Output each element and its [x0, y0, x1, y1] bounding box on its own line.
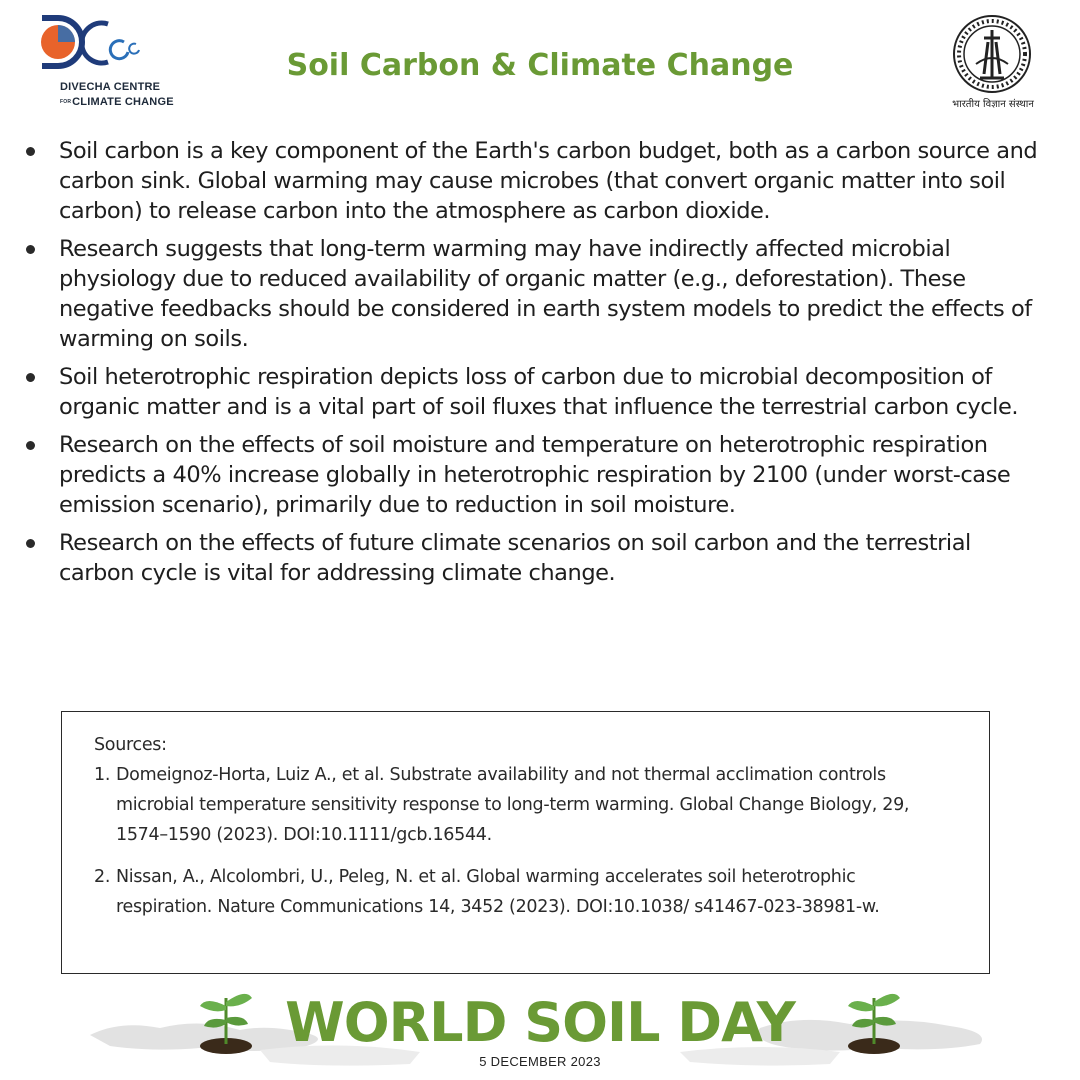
iisc-emblem — [940, 12, 1050, 117]
list-item-text: Research on the effects of soil moisture and temperature on heterotrophic respiration predicts a 40% increase globally in heterotrophic respiration by 2100 (under worst-case emission scenario), primarily due to reduction in soil moisture. — [59, 432, 1011, 518]
bullet-icon — [26, 441, 35, 450]
org-name-line1: DIVECHA CENTRE — [60, 81, 161, 93]
list-item-text: Soil heterotrophic respiration depicts loss of carbon due to microbial decomposition of organic matter and is a vital part of soil fluxes that influence the terrestrial carbon cycle. — [59, 364, 1019, 420]
key-points-list — [22, 136, 1052, 596]
list-item — [22, 362, 1052, 422]
source-text: Nissan, A., Alcolombri, U., Peleg, N. et al. Global warming accelerates soil heterotrophic respiration. Nature Communications 14, 3452 (2023). DOI:10.1038/ s41467-023-38981-w. — [116, 867, 880, 917]
bullet-icon — [26, 373, 35, 382]
org-name-climate: CLIMATE CHANGE — [72, 96, 174, 108]
bullet-icon — [26, 245, 35, 254]
source-number: 2. — [94, 867, 111, 887]
bullet-icon — [26, 539, 35, 548]
list-item-text: Research on the effects of future climate scenarios on soil carbon and the terrestrial carbon cycle is vital for addressing climate change. — [59, 530, 971, 586]
list-item — [22, 430, 1052, 520]
org-name-for: FOR — [60, 99, 72, 106]
source-item — [94, 862, 954, 922]
sources-label: Sources: — [94, 735, 167, 755]
sources-box — [61, 711, 990, 974]
footer-title: WORLD SOIL DAY — [285, 991, 795, 1054]
footer-date: 5 DECEMBER 2023 — [479, 1054, 601, 1069]
page-title: Soil Carbon & Climate Change — [286, 48, 794, 83]
list-item — [22, 528, 1052, 588]
list-item — [22, 136, 1052, 226]
org-name-line2 — [60, 96, 174, 108]
iisc-hindi-name: भारतीय विज्ञान संस्थान — [952, 99, 1034, 110]
source-item — [94, 760, 954, 850]
source-number: 1. — [94, 765, 111, 785]
iisc-emblem-mark — [940, 12, 1046, 96]
list-item — [22, 234, 1052, 354]
list-item-text: Research suggests that long-term warming may have indirectly affected microbial physiology due to reduced availability of organic matter (e.g., deforestation). These negative feedbacks should be considered in earth system models to predict the effects of warming on soils. — [59, 236, 1032, 352]
source-text: Domeignoz-Horta, Luiz A., et al. Substrate availability and not thermal acclimation controls microbial temperature sensitivity response to long-term warming. Global Change Biology, 29, 1574–1590 (2023). DOI:10.1111/gcb.16544. — [116, 765, 910, 845]
bullet-icon — [26, 147, 35, 156]
list-item-text: Soil carbon is a key component of the Earth's carbon budget, both as a carbon source and carbon sink. Global warming may cause microbes (that convert organic matter into soil carbon) to release carbon into the atmosphere as carbon dioxide. — [59, 138, 1038, 224]
